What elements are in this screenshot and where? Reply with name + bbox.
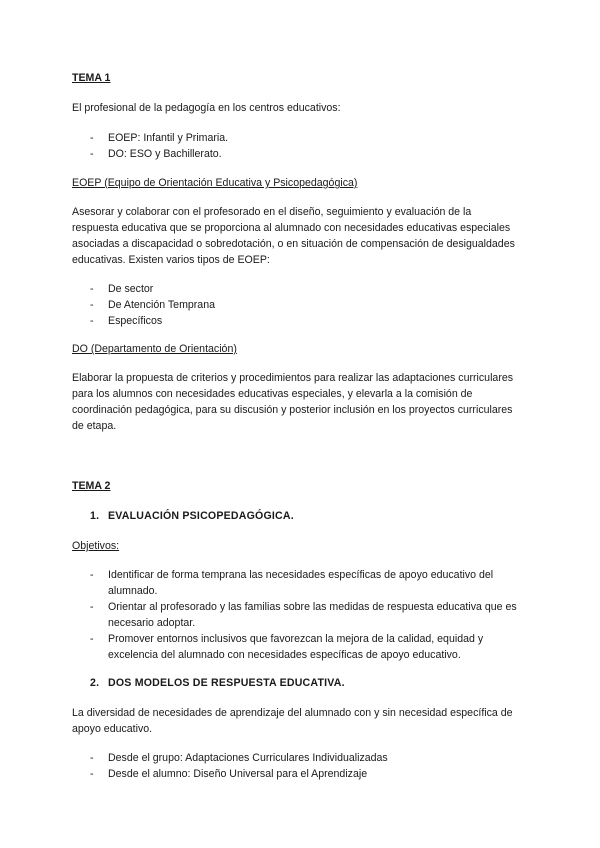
objetivos-heading: Objetivos: — [72, 540, 120, 552]
section-heading — [72, 675, 520, 691]
centros-list — [72, 130, 520, 162]
eoep-types-list — [72, 281, 520, 329]
section2-heading — [72, 675, 520, 691]
section-heading — [72, 508, 520, 524]
eoep-paragraph: Asesorar y colaborar con el profesorado en el diseño, seguimiento y evaluación de la respuesta educativa que se proporciona al alumnado con necesidades educativas especiales asociadas a discapacidad o sobredotación, o en situación de compensación de desigualdades educativas. Existen varios tipos de EOEP: — [72, 206, 515, 266]
objetivos-list — [72, 567, 520, 663]
section1-heading — [72, 508, 520, 524]
list-item: - Específicos — [72, 313, 520, 329]
list-item: - De Atención Temprana — [72, 297, 520, 313]
modelos-list — [72, 750, 520, 782]
list-item: - Orientar al profesorado y las familias sobre las medidas de respuesta educativa que es necesario adoptar. — [72, 599, 520, 631]
list-item: - De sector — [72, 281, 520, 297]
eoep-heading: EOEP (Equipo de Orientación Educativa y Psicopedagógica) — [72, 177, 358, 189]
list-item: - Desde el alumno: Diseño Universal para el Aprendizaje — [72, 766, 520, 782]
tema1-intro: El profesional de la pedagogía en los centros educativos: — [72, 102, 341, 114]
section2-paragraph: La diversidad de necesidades de aprendizaje del alumnado con y sin necesidad específica de apoyo educativo. — [72, 707, 513, 735]
list-item: - Promover entornos inclusivos que favorezcan la mejora de la calidad, equidad y excelencia del alumnado con necesidades específicas de apoyo educativo. — [72, 631, 520, 663]
section-title: EVALUACIÓN PSICOPEDAGÓGICA. — [108, 510, 294, 522]
tema2-title: TEMA 2 — [72, 480, 111, 492]
do-heading: DO (Departamento de Orientación) — [72, 343, 237, 355]
list-item: - DO: ESO y Bachillerato. — [72, 146, 520, 162]
tema1-title: TEMA 1 — [72, 72, 111, 84]
list-item: - Identificar de forma temprana las necesidades específicas de apoyo educativo del alumnado. — [72, 567, 520, 599]
list-item: - EOEP: Infantil y Primaria. — [72, 130, 520, 146]
section-number: 2. — [90, 677, 100, 689]
section-number: 1. — [90, 510, 100, 522]
list-item: - Desde el grupo: Adaptaciones Curriculares Individualizadas — [72, 750, 520, 766]
do-paragraph: Elaborar la propuesta de criterios y procedimientos para realizar las adaptaciones curriculares para los alumnos con necesidades educativas especiales, y elevarla a la comisión de coordinación pedagógica, para su discusión y posterior inclusión en los proyectos curriculares de etapa. — [72, 372, 514, 432]
section-title: DOS MODELOS DE RESPUESTA EDUCATIVA. — [108, 677, 345, 689]
